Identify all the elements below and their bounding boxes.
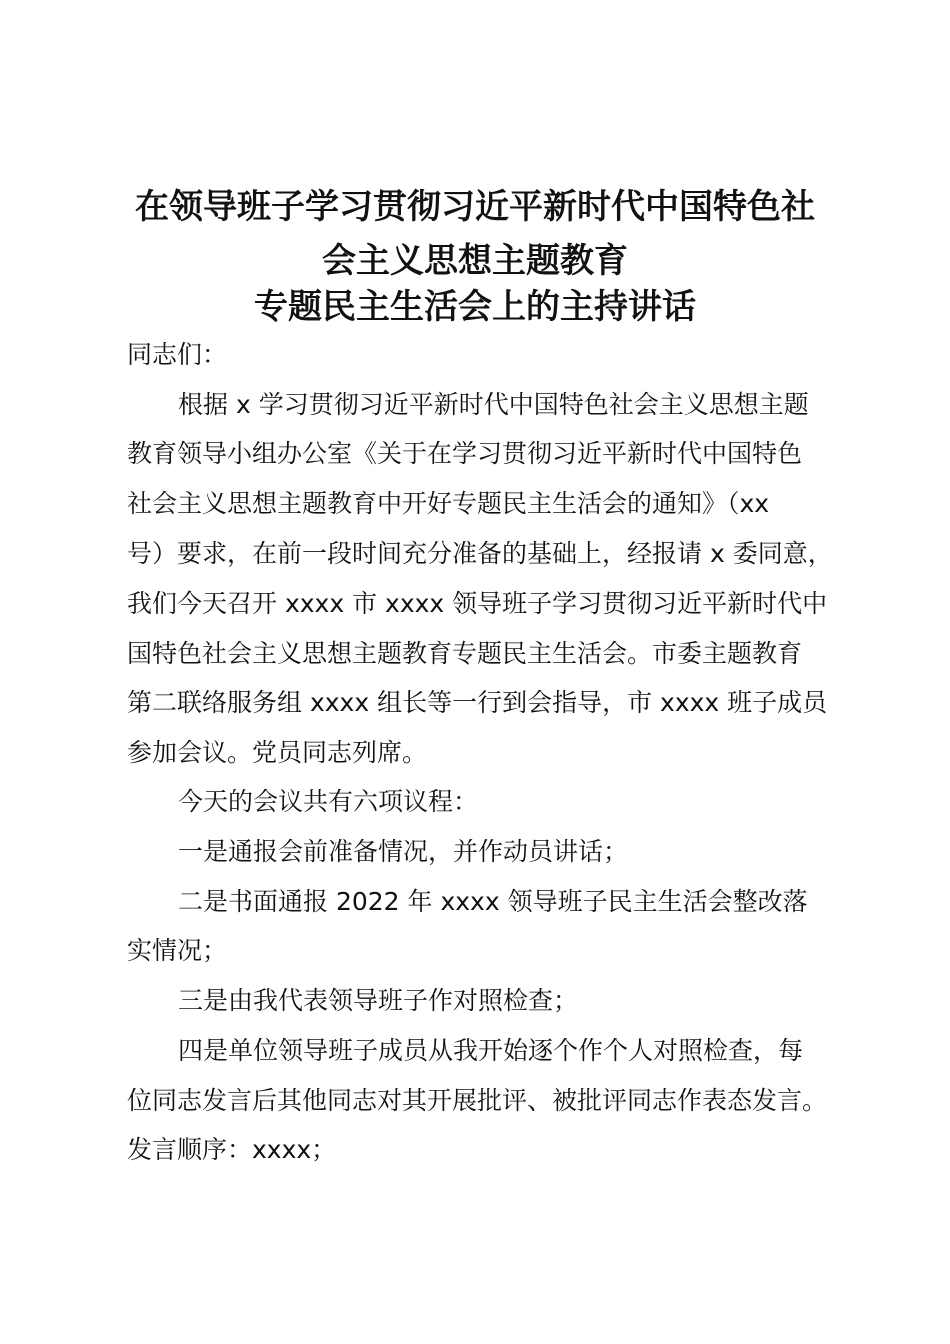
salutation: 同志们： bbox=[127, 340, 228, 369]
paragraph-1-line-7: 第二联络服务组 xxxx 组长等一行到会指导，市 xxxx 班子成员 bbox=[127, 688, 828, 717]
agenda-item-2-line-2: 实情况； bbox=[127, 936, 228, 965]
paragraph-1-line-1: 根据 x 学习贯彻习近平新时代中国特色社会主义思想主题 bbox=[178, 390, 809, 419]
agenda-item-4-line-2: 位同志发言后其他同志对其开展批评、被批评同志作表态发言。 bbox=[127, 1086, 828, 1115]
title-line-1: 在领导班子学习贯彻习近平新时代中国特色社 bbox=[135, 187, 815, 227]
agenda-item-1: 一是通报会前准备情况，并作动员讲话； bbox=[178, 837, 629, 866]
title-line-3: 专题民主生活会上的主持讲话 bbox=[254, 287, 696, 327]
paragraph-1-line-2: 教育领导小组办公室《关于在学习贯彻习近平新时代中国特色 bbox=[127, 439, 803, 468]
agenda-item-4-line-1: 四是单位领导班子成员从我开始逐个作个人对照检查，每 bbox=[178, 1036, 804, 1065]
paragraph-1-line-5: 我们今天召开 xxxx 市 xxxx 领导班子学习贯彻习近平新时代中 bbox=[127, 589, 828, 618]
paragraph-1-line-8: 参加会议。党员同志列席。 bbox=[127, 738, 428, 767]
agenda-item-3: 三是由我代表领导班子作对照检查； bbox=[178, 986, 579, 1015]
title-line-2: 会主义思想主题教育 bbox=[322, 241, 628, 281]
agenda-intro: 今天的会议共有六项议程： bbox=[178, 787, 479, 816]
paragraph-1-line-3: 社会主义思想主题教育中开好专题民主生活会的通知》（xx bbox=[127, 489, 770, 518]
paragraph-1-line-4: 号）要求，在前一段时间充分准备的基础上，经报请 x 委同意， bbox=[127, 539, 833, 568]
paragraph-1-line-6: 国特色社会主义思想主题教育专题民主生活会。市委主题教育 bbox=[127, 639, 803, 668]
agenda-item-4-line-3: 发言顺序：xxxx； bbox=[127, 1135, 337, 1164]
agenda-item-2-line-1: 二是书面通报 2022 年 xxxx 领导班子民主生活会整改落 bbox=[178, 887, 808, 916]
